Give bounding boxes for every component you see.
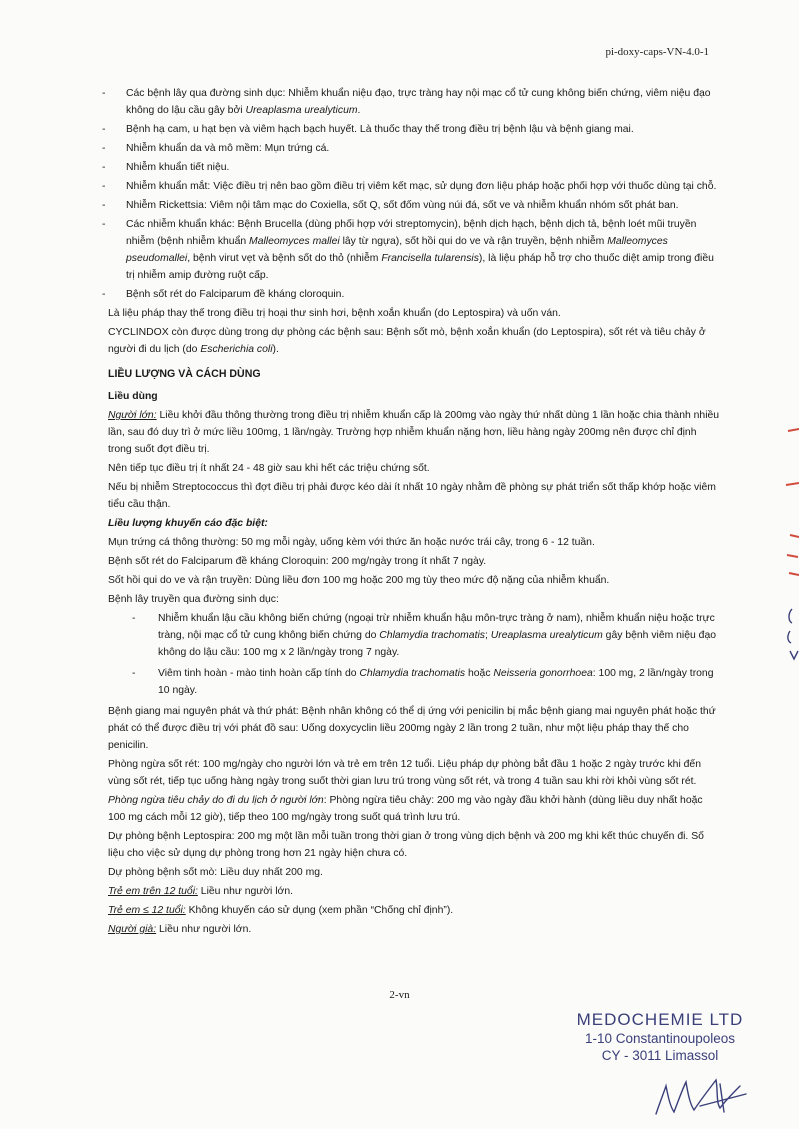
text-run: Nhiễm khuẩn mắt: Việc điều trị nên bao gồm điều trị viêm kết mạc, sử dụng đơn liệu pháp hoặc phối hợp với thuốc dùng tại chỗ. — [126, 181, 717, 192]
text-run: Dự phòng bệnh sốt mò: Liều duy nhất 200 mg. — [108, 867, 323, 878]
text-run: Malleomyces mallei — [249, 236, 340, 247]
list-item — [108, 286, 720, 303]
stamp-city: CY - 3011 Limassol — [601, 1048, 719, 1063]
text-run: Dự phòng bệnh Leptospira: 200 mg một lần mỗi tuần trong thời gian ở trong vùng dịch bệnh và 200 mg khi kết thúc chuyến đi. Số liệu cho việc sử dụng dự phòng trong hơn 21 ngày hiện chưa có. — [108, 831, 704, 859]
document-code: pi-doxy-caps-VN-4.0-1 — [605, 46, 709, 58]
company-stamp — [560, 1010, 760, 1064]
list-item — [108, 610, 720, 661]
edge-stamp-fragment — [784, 425, 799, 585]
text-run: gây bệnh viêm niệu đạo không do lậu cầu: 100 mg x 2 lần/ngày trong 7 ngày. — [158, 630, 717, 658]
list-item — [108, 159, 720, 176]
list-item — [108, 216, 720, 284]
text-run: lây từ ngựa), sốt hồi qui do ve và rận truyền, bệnh nhiễm — [339, 236, 608, 247]
list-item — [108, 140, 720, 157]
paragraph — [108, 864, 720, 881]
indications-list — [108, 85, 720, 303]
list-item — [108, 665, 720, 699]
text-run: Liều khởi đầu thông thường trong điều trị nhiễm khuẩn cấp là 200mg vào ngày thứ nhất dùng 1 lần hoặc chia thành nhiều lần, sau đó duy trì ở mức liều 100mg, 1 lần/ngày. Trường hợp nhiễm khuẩn nặng hơn, liều hàng ngày 200mg nên được chỉ định trong suốt đợt điều trị. — [108, 410, 720, 455]
paragraph — [108, 479, 720, 513]
text-run: Bệnh sốt rét do Falciparum đề kháng cloroquin. — [126, 289, 345, 300]
text-run: Liều như người lớn. — [156, 924, 252, 935]
text-run: ), là liệu pháp hỗ trợ cho thuốc diệt amip trong điều trị nhiễm amip đường ruột cấp. — [126, 253, 714, 281]
list-item — [108, 197, 720, 214]
paragraph — [108, 534, 720, 551]
text-run: Trẻ em trên 12 tuổi: — [108, 886, 198, 897]
list-item — [108, 85, 720, 119]
text-run: Liều như người lớn. — [197, 886, 294, 897]
list-item — [108, 121, 720, 138]
page-number: 2-vn — [389, 989, 410, 1001]
content-area — [108, 85, 720, 940]
text-run: Bệnh hạ cam, u hạt bẹn và viêm hạch bạch huyết. Là thuốc thay thế trong điều trị bệnh lậu và bệnh giang mai. — [126, 124, 634, 135]
text-run: Bệnh giang mai nguyên phát và thứ phát: Bệnh nhân không có thể dị ứng với penicilin bị mắc bệnh giang mai nguyên phát hoặc thứ phát có thể được điều trị với phát đồ sau: Uống doxycyclin liều 200mg ngày 2 lần trong 2 tuần, như một liệu pháp thay thế cho penicilin. — [108, 706, 716, 751]
paragraph — [108, 756, 720, 790]
paragraph — [108, 921, 720, 938]
special-dosage-title: Liều lượng khuyến cáo đặc biệt: — [108, 518, 268, 529]
stamp-company-name: MEDOCHEMIE LTD — [576, 1010, 744, 1029]
text-run: Phòng ngừa sốt rét: 100 mg/ngày cho người lớn và trẻ em trên 12 tuổi. Liệu pháp dự phòng bắt đầu 1 hoặc 2 ngày trước khi đến vùng sốt rét, tiếp tục uống hàng ngày trong suốt thời gian lưu trú trong vùng sốt rét, và trong 4 tuần sau khi rời khỏi vùng sốt rét. — [108, 759, 701, 787]
text-run: Người già: — [108, 924, 157, 935]
text-run: Nên tiếp tục điều trị ít nhất 24 - 48 giờ sau khi hết các triệu chứng sốt. — [108, 463, 430, 474]
paragraph — [108, 553, 720, 570]
text-run: Bệnh sốt rét do Falciparum đề kháng Cloroquin: 200 mg/ngày trong ít nhất 7 ngày. — [108, 556, 487, 567]
text-run: Nhiễm khuẩn da và mô mềm: Mụn trứng cá. — [126, 143, 330, 154]
paragraph — [108, 883, 720, 900]
stamp-address: 1-10 Constantinoupoleos — [584, 1031, 736, 1046]
text-run: Các nhiễm khuẩn khác: Bệnh Brucella (dùng phối hợp với streptomycin), bệnh dịch hạch, bệnh dịch tả, bệnh loét mũi truyền nhiễm (bệnh nhiễm khuẩn — [126, 219, 697, 247]
edge-text-fragment — [786, 605, 799, 665]
text-run: Là liệu pháp thay thế trong điều trị hoại thư sinh hơi, bệnh xoắn khuẩn (do Leptospira) và uốn ván. — [108, 308, 561, 319]
signature-mark — [650, 1072, 760, 1122]
text-run: ; — [484, 630, 491, 641]
text-run: : Phòng ngừa tiêu chảy: 200 mg vào ngày đầu khởi hành (dùng liều duy nhất hoặc 100 mg cách mỗi 12 giờ), tiếp theo 100 mg/ngày trong suốt quá trình lưu trú. — [108, 795, 703, 823]
text-run: Neisseria gonorrhoea — [493, 668, 593, 679]
text-run: ). — [272, 344, 279, 355]
text-run: Viêm tinh hoàn - mào tinh hoàn cấp tính do — [158, 668, 360, 679]
text-run: . — [357, 105, 361, 116]
text-run: Sốt hồi qui do ve và rận truyền: Dùng liều đơn 100 mg hoặc 200 mg tùy theo mức độ nặng của nhiễm khuẩn. — [108, 575, 610, 586]
text-run: Phòng ngừa tiêu chảy do đi du lịch ở người lớn — [108, 795, 324, 806]
paragraph — [108, 305, 720, 322]
text-run: Nếu bị nhiễm Streptococcus thì đợt điều trị phải được kéo dài ít nhất 10 ngày nhằm đề phòng sự phát triển sốt thấp khớp hoặc viêm tiểu cầu thận. — [108, 482, 716, 510]
paragraph — [108, 460, 720, 477]
text-run: Nhiễm khuẩn lậu cầu không biến chứng (ngoại trừ nhiễm khuẩn hậu môn-trực tràng ở nam), nhiễm khuẩn niệu hoặc trực tràng, nội mạc cổ tử cung không biến chứng do — [158, 613, 715, 641]
text-run: Nhiễm Rickettsia: Viêm nội tâm mạc do Coxiella, sốt Q, sốt đốm vùng núi đá, sốt ve và nhiễm khuẩn nhóm sốt phát ban. — [126, 200, 679, 211]
text-run: , bệnh virut vẹt và bệnh sốt do thỏ (nhiễm — [187, 253, 382, 264]
text-run: Nhiễm khuẩn tiết niệu. — [126, 162, 230, 173]
list-item — [108, 178, 720, 195]
text-run: Mụn trứng cá thông thường: 50 mg mỗi ngày, uống kèm với thức ăn hoặc nước trái cây, trong 6 - 12 tuần. — [108, 537, 595, 548]
text-run: Escherichia coli — [200, 344, 273, 355]
text-run: Ureaplasma urealyticum — [490, 630, 603, 641]
text-run: Chlamydia trachomatis — [379, 630, 485, 641]
text-run: Bệnh lây truyền qua đường sinh dục: — [108, 594, 279, 605]
text-run: Malleomyces pseudomallei — [126, 236, 668, 264]
subsection-title: Liều dùng — [108, 391, 158, 402]
text-run: hoặc — [465, 668, 494, 679]
paragraph — [108, 324, 720, 358]
paragraph — [108, 902, 720, 919]
text-run: Không khuyến cáo sử dụng (xem phần “Chống chỉ định”). — [185, 905, 454, 916]
section-title: LIỀU LƯỢNG VÀ CÁCH DÙNG — [108, 368, 261, 380]
text-run: Chlamydia trachomatis — [359, 668, 466, 679]
text-run: Francisella tularensis — [381, 253, 479, 264]
paragraph — [108, 407, 720, 458]
text-run: Người lớn: — [108, 410, 157, 421]
paragraph — [108, 792, 720, 826]
paragraph — [108, 572, 720, 589]
text-run: Các bệnh lây qua đường sinh dục: Nhiễm khuẩn niệu đạo, trực tràng hay nội mạc cổ tử cung không biến chứng, viêm niệu đạo không do lậu cầu gây bởi — [126, 88, 711, 116]
text-run: CYCLINDOX còn được dùng trong dự phòng các bệnh sau: Bệnh sốt mò, bệnh xoắn khuẩn (do Leptospira), sốt rét và tiêu chảy ở người đi du lịch (do — [108, 327, 706, 355]
paragraph — [108, 828, 720, 862]
paragraph — [108, 591, 720, 608]
text-run: Trẻ em ≤ 12 tuổi: — [108, 905, 186, 916]
text-run: : 100 mg, 2 lần/ngày trong 10 ngày. — [158, 668, 714, 696]
text-run: Ureaplasma urealyticum — [245, 105, 358, 116]
paragraph — [108, 703, 720, 754]
